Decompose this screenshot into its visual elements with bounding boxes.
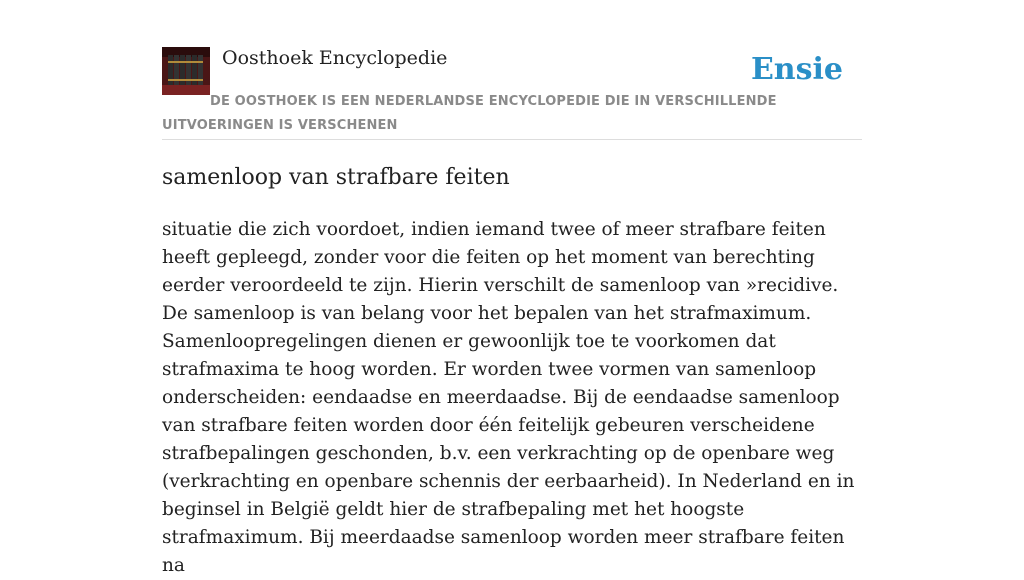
divider bbox=[162, 139, 862, 140]
encyclopedia-books-icon bbox=[162, 47, 210, 95]
source-avatar[interactable] bbox=[162, 47, 210, 95]
brand-logo[interactable]: Ensie bbox=[750, 52, 843, 87]
source-name[interactable]: Oosthoek Encyclopedie bbox=[222, 47, 448, 69]
entry-card bbox=[162, 0, 862, 576]
source-description: DE OOSTHOEK IS EEN NEDERLANDSE ENCYCLOPEDIE DIE IN VERSCHILLENDE UITVOERINGEN IS VERSCHENEN bbox=[162, 94, 777, 133]
entry-body: situatie die zich voordoet, indien iemand twee of meer strafbare feiten heeft gepleegd, zonder voor die feiten op het moment van berechting eerder veroordeeld te zijn. Hierin verschilt de samenloop van »recidive. De samenloop is van belang voor het bepalen van het strafmaximum. Samenloopregelingen dienen er gewoonlijk toe te voorkomen dat strafmaxima te hoog worden. Er worden twee vormen van samenloop onderscheiden: eendaadse en meerdaadse. Bij de eendaadse samenloop van strafbare feiten worden door één feitelijk gebeuren verscheidene strafbepalingen geschonden, b.v. een verkrachting op de openbare weg (verkrachting en openbare schennis der eerbaarheid). In Nederland en in beginsel in België geldt hier de strafbepaling met het hoogste strafmaximum. Bij meerdaadse samenloop worden meer strafbare feiten na bbox=[162, 219, 855, 576]
entry-title: samenloop van strafbare feiten bbox=[162, 165, 510, 190]
